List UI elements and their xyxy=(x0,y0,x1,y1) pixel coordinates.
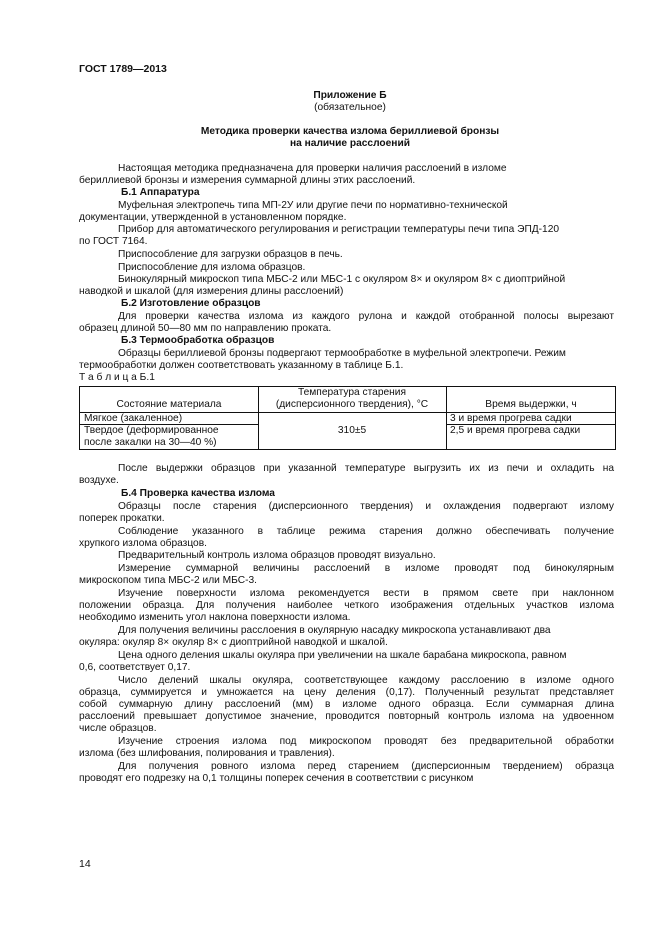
paragraph-line: собой суммарную длину расслоений (мм) в изломе одного образца. Если суммарная длина xyxy=(79,699,614,710)
paragraph-line: микроскопом типа МБС-2 или МБС-3. xyxy=(79,575,257,586)
paragraph-line: по ГОСТ 7164. xyxy=(79,236,148,247)
table-b1 xyxy=(79,386,616,450)
section-heading-b1: Б.1 Аппаратура xyxy=(121,187,200,198)
paragraph-line: Образцы бериллиевой бронзы подвергают термообработке в муфельной электропечи. Режим xyxy=(118,348,566,359)
table-header-temperature: Температура старения xyxy=(297,387,406,398)
paragraph-line: излома (без шлифования, полирования и травления). xyxy=(79,748,335,759)
page-number: 14 xyxy=(79,858,91,870)
paragraph-line: Предварительный контроль излома образцов проводят визуально. xyxy=(118,550,436,561)
section-heading-b3: Б.3 Термообработка образцов xyxy=(121,335,275,346)
paragraph-line: После выдержки образцов при указанной температуре выгрузить их из печи и охладить на xyxy=(118,463,614,474)
method-title-line-2: на наличие расслоений xyxy=(289,138,410,149)
paragraph-line: хрупкого излома образцов. xyxy=(79,538,207,549)
paragraph-line: Образцы после старения (дисперсионного твердения) и охлаждения подвергают излому xyxy=(118,501,614,512)
table-header-state: Состояние материала xyxy=(116,399,222,410)
paragraph-line: Изучение строения излома под микроскопом проводят без предварительной обработки xyxy=(118,736,614,747)
table-divider xyxy=(446,387,447,449)
paragraph-line: Бинокулярный микроскоп типа МБС-2 или МБС-1 с окуляром 8× и окуляром 8× с диоптрийной xyxy=(118,274,566,285)
appendix-status: (обязательное) xyxy=(314,102,386,113)
paragraph-line: Приспособление для загрузки образцов в печь. xyxy=(118,249,343,260)
table-header-time: Время выдержки, ч xyxy=(485,399,577,410)
paragraph-line: Для получения ровного излома перед старением (дисперсионным твердением) образца xyxy=(118,761,614,772)
paragraph-line: Для получения величины расслоения в окулярную насадку микроскопа устанавливают два xyxy=(118,625,551,636)
document-header: ГОСТ 1789—2013 xyxy=(79,63,167,75)
table-caption: Т а б л и ц а Б.1 xyxy=(79,372,155,383)
table-header-temperature: (дисперсионного твердения), °С xyxy=(275,399,429,410)
paragraph-line: Соблюдение указанного в таблице режима старения должно обеспечивать получение xyxy=(118,526,614,537)
table-cell-state: после закалки на 30—40 %) xyxy=(84,437,217,448)
paragraph-line: проводят его подрезку на 0,1 толщины поперек сечения в соответствии с рисунком xyxy=(79,773,474,784)
paragraph-line: образец длиной 50—80 мм по направлению проката. xyxy=(79,323,332,334)
table-cell-temperature: 310±5 xyxy=(337,425,367,436)
paragraph-line: Измерение суммарной величины расслоений в изломе проводят под бинокулярным xyxy=(118,563,614,574)
paragraph-line: положении образца. Для получения наиболее четкого изображения отдельных участков излома xyxy=(79,600,614,611)
paragraph-line: Для проверки качества излома из каждого рулона и каждой отобранной полосы вырезают xyxy=(118,311,614,322)
paragraph-line: образца, суммируется и умножается на цену деления (0,17). Полученный результат представляет xyxy=(79,687,614,698)
paragraph-line: расслоений превышает допустимое значение, проводится повторный контроль излома на удвоенном xyxy=(79,711,614,722)
section-heading-b2: Б.2 Изготовление образцов xyxy=(121,298,261,309)
paragraph-line: Прибор для автоматического регулирования и регистрации температуры печи типа ЭПД-120 xyxy=(118,224,560,235)
paragraph-line: числе образцов. xyxy=(79,723,157,734)
section-heading-b4: Б.4 Проверка качества излома xyxy=(121,488,275,499)
paragraph-line: поперек прокатки. xyxy=(79,513,165,524)
intro-line-2: бериллиевой бронзы и измерения суммарной длины этих расслоений. xyxy=(79,175,416,186)
paragraph-line: Муфельная электропечь типа МП-2У или другие печи по нормативно-технической xyxy=(118,200,508,211)
paragraph-line: наводкой и шкалой (для измерения длины расслоений) xyxy=(79,286,344,297)
method-title-line-1: Методика проверки качества излома бериллиевой бронзы xyxy=(200,126,500,137)
paragraph-line: документации, утвержденной в установленном порядке. xyxy=(79,212,347,223)
paragraph-line: окуляра: окуляр 8× окуляр 8× с диоптрийной наводкой и шкалой. xyxy=(79,637,388,648)
paragraph-line: необходимо изменить угол наклона поверхности излома. xyxy=(79,612,351,623)
intro-line-1: Настоящая методика предназначена для проверки наличия расслоений в изломе xyxy=(118,163,507,174)
table-cell-state: Твердое (деформированное xyxy=(84,425,219,436)
paragraph-line: 0,6, соответствует 0,17. xyxy=(79,662,191,673)
paragraph-line: Число делений шкалы окуляра, соответствующее каждому расслоению в изломе одного xyxy=(118,675,614,686)
paragraph-line: Изучение поверхности излома рекомендуется вести в прямом свете при наклонном xyxy=(118,588,614,599)
paragraph-line: термообработки должен соответствовать указанному в таблице Б.1. xyxy=(79,360,404,371)
table-cell-state: Мягкое (закаленное) xyxy=(84,413,183,424)
paragraph-line: Цена одного деления шкалы окуляра при увеличении на шкале барабана микроскопа, равном xyxy=(118,650,567,661)
paragraph-line: Приспособление для излома образцов. xyxy=(118,262,306,273)
paragraph-line: воздухе. xyxy=(79,475,119,486)
table-cell-time: 3 и время прогрева садки xyxy=(450,413,572,424)
appendix-title: Приложение Б xyxy=(313,90,387,101)
table-cell-time: 2,5 и время прогрева садки xyxy=(450,425,581,436)
